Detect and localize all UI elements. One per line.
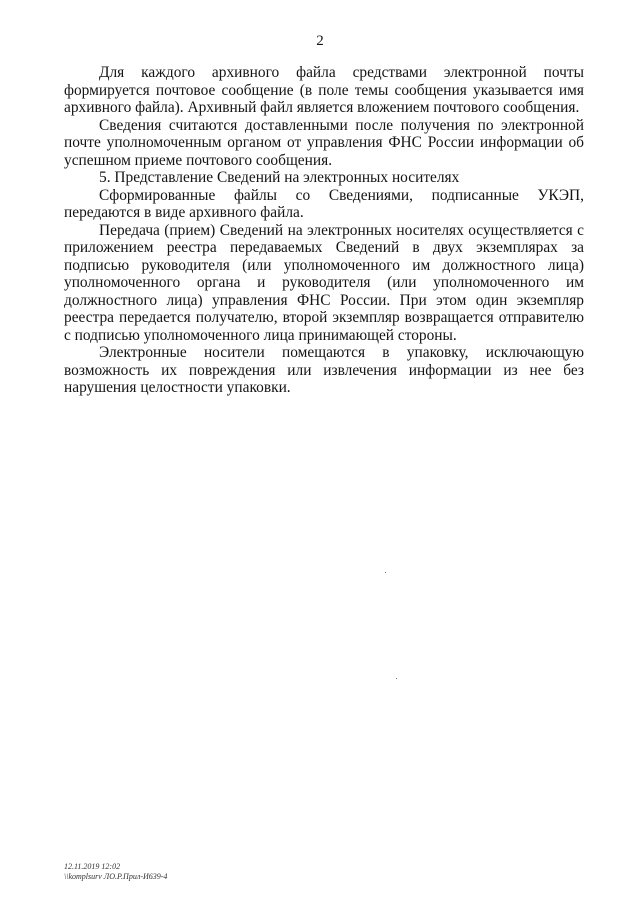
paragraph-packaging: Электронные носители помещаются в упаковку, исключающую возможность их повреждения или извлечения информации из нее без нарушения целостности упаковки. xyxy=(64,344,584,396)
scan-speck xyxy=(396,678,397,679)
paragraph-archive-file: Для каждого архивного файла средствами электронной почты формируется почтовое сообщение (в поле темы сообщения указывается имя архивного файла). Архивный файл является вложением почтового сообщения. xyxy=(64,64,584,116)
document-body xyxy=(64,64,584,397)
section-heading-electronic-media: 5. Представление Сведений на электронных носителях xyxy=(99,169,460,186)
paragraph-signed-files: Сформированные файлы со Сведениями, подписанные УКЭП, передаются в виде архивного файла. xyxy=(64,186,584,221)
paragraph-delivery-confirmation: Сведения считаются доставленными после получения по электронной почте уполномоченным органом от управления ФНС России информации об успешном приеме почтового сообщения. xyxy=(64,116,584,169)
paragraph-transfer-registry: Передача (прием) Сведений на электронных носителях осуществляется с приложением реестра передаваемых Сведений в двух экземплярах за подписью руководителя (или уполномоченного им должностного лица) уполномоченного органа и руководителя (или уполномоченного им должностного лица) управления ФНС России. При этом один экземпляр реестра передается получателю, второй экземпляр возвращается отправителю с подписью уполномоченного лица принимающей стороны. xyxy=(64,221,584,344)
footer-date-time: 12.11.2019 12:02 xyxy=(64,862,121,871)
page-number: 2 xyxy=(316,33,324,49)
footer-file-path: \\komplsurv ЛО.Р.Прил-И639-4 xyxy=(64,872,168,881)
footer-stamp xyxy=(64,862,167,882)
scan-speck xyxy=(385,572,386,573)
